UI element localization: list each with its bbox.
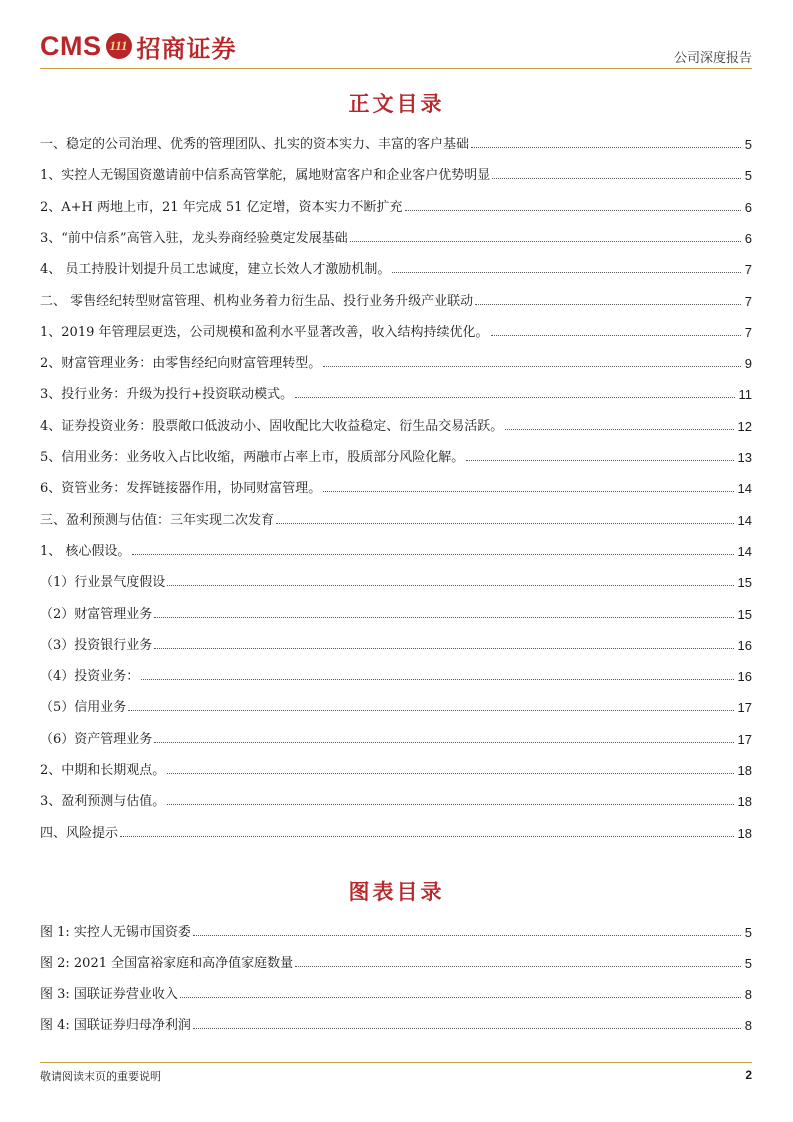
toc-entry-page-number: 18	[737, 794, 752, 810]
toc-entry-page-number: 17	[737, 700, 752, 716]
figure-entry-label: 图 3: 国联证券营业收入	[40, 987, 178, 1002]
logo-seal-icon: 111	[106, 33, 132, 59]
logo-chinese-text: 招商证券	[136, 33, 237, 63]
figure-entry-label: 图 1: 实控人无锡市国资委	[40, 925, 191, 940]
toc-entry[interactable]	[40, 758, 752, 778]
toc-entry-label: 2、A+H 两地上市，21 年完成 51 亿定增，资本实力不断扩充	[40, 199, 403, 215]
toc-entry-label: 1、2019 年管理层更迭，公司规模和盈利水平显著改善，收入结构持续优化。	[40, 324, 489, 340]
toc-entry-label: 4、 员工持股计划提升员工忠诚度，建立长效人才激励机制。	[40, 262, 391, 278]
toc-entry-label: 6、资管业务：发挥链接器作用，协同财富管理。	[40, 481, 322, 497]
dot-leader	[405, 209, 741, 211]
dot-leader	[193, 934, 741, 936]
toc-entry[interactable]	[40, 539, 752, 559]
toc-entry-page-number: 5	[744, 137, 752, 152]
toc-entry-page-number: 17	[737, 731, 752, 747]
toc-entry[interactable]	[40, 289, 752, 309]
toc-entry-label: （5）信用业务	[40, 700, 127, 716]
toc-entry-page-number: 14	[737, 512, 752, 528]
toc-entry-label: 三、盈利预测与估值：三年实现二次发育	[40, 512, 275, 528]
figure-entry[interactable]	[40, 1013, 752, 1033]
toc-entry-label: （3）投资银行业务	[40, 637, 153, 653]
toc-entry[interactable]	[40, 257, 752, 277]
toc-entry-page-number: 16	[737, 637, 752, 653]
dot-leader	[350, 240, 741, 242]
toc-entry[interactable]	[40, 320, 752, 340]
toc-entry-label: 四、风险提示	[40, 825, 119, 841]
dot-leader	[120, 835, 734, 837]
toc-entry[interactable]	[40, 664, 752, 684]
toc-entry-page-number: 12	[737, 418, 752, 434]
toc-entry-page-number: 16	[737, 669, 752, 685]
toc-entry-page-number: 11	[738, 387, 752, 403]
toc-entry[interactable]	[40, 351, 752, 371]
figure-entry-page-number: 5	[744, 925, 752, 940]
toc-entry-label: （2）财富管理业务	[40, 606, 153, 622]
figure-list-title: 图表目录	[348, 879, 445, 904]
footer-disclaimer-note: 敬请阅读末页的重要说明	[40, 1070, 161, 1083]
dot-leader	[323, 490, 733, 492]
toc-entry-page-number: 15	[737, 575, 752, 591]
toc-entry[interactable]	[40, 226, 752, 246]
toc-entry[interactable]	[40, 445, 752, 465]
header-divider	[40, 68, 752, 69]
toc-entry-page-number: 6	[744, 230, 752, 246]
dot-leader	[491, 334, 741, 336]
toc-entry-label: 3、“前中信系”高管入驻，龙头券商经验奠定发展基础	[40, 230, 348, 246]
figure-entry[interactable]	[40, 982, 752, 1002]
figure-entry-label: 图 4: 国联证券归母净利润	[40, 1018, 191, 1033]
figure-entry[interactable]	[40, 951, 752, 971]
toc-entry[interactable]	[40, 163, 752, 183]
toc-entry-label: （1）行业景气度假设	[40, 575, 166, 591]
dot-leader	[276, 522, 734, 524]
logo-cms-text: CMS	[40, 30, 102, 61]
toc-entry-page-number: 18	[737, 763, 752, 778]
toc-entry[interactable]	[40, 789, 752, 809]
company-logo	[40, 28, 237, 64]
toc-entry[interactable]	[40, 476, 752, 496]
page-number: 2	[745, 1068, 752, 1082]
figure-entry-page-number: 8	[744, 1018, 752, 1033]
toc-entry[interactable]	[40, 132, 752, 152]
toc-entry[interactable]	[40, 195, 752, 215]
dot-leader	[132, 553, 733, 555]
toc-entry-label: 4、证券投资业务：股票敞口低波动小、固收配比大收益稳定、衍生品交易活跃。	[40, 418, 504, 434]
dot-leader	[141, 678, 733, 680]
toc-entry-label: （4）投资业务：	[40, 669, 140, 685]
dot-leader	[505, 428, 733, 430]
report-type-label: 公司深度报告	[673, 51, 752, 66]
toc-entry-page-number: 14	[737, 543, 752, 559]
dot-leader	[492, 177, 740, 179]
figure-entry[interactable]	[40, 920, 752, 940]
toc-entry[interactable]	[40, 508, 752, 528]
toc-entry[interactable]	[40, 727, 752, 747]
toc-entry-page-number: 14	[737, 481, 752, 497]
dot-leader	[167, 772, 733, 774]
toc-entry-page-number: 7	[744, 262, 752, 278]
toc-entry-page-number: 6	[744, 199, 752, 215]
toc-entry-page-number: 5	[744, 168, 752, 184]
dot-leader	[295, 396, 734, 398]
dot-leader	[167, 803, 733, 805]
toc-entry[interactable]	[40, 570, 752, 590]
dot-leader	[154, 741, 733, 743]
toc-entry-page-number: 7	[744, 293, 752, 309]
toc-entry-label: 2、中期和长期观点。	[40, 763, 166, 778]
toc-entry-label: 1、实控人无锡国资邀请前中信系高管掌舵，属地财富客户和企业客户优势明显	[40, 168, 491, 184]
dot-leader	[154, 647, 733, 649]
dot-leader	[128, 709, 733, 711]
toc-entry[interactable]	[40, 821, 752, 841]
toc-entry-page-number: 13	[737, 450, 752, 465]
dot-leader	[475, 303, 741, 305]
dot-leader	[154, 616, 733, 618]
dot-leader	[466, 459, 733, 461]
figure-entry-page-number: 5	[744, 956, 752, 971]
toc-entry-label: 一、稳定的公司治理、优秀的管理团队、扎实的资本实力、丰富的客户基础	[40, 137, 470, 152]
dot-leader	[295, 965, 741, 967]
toc-entry-page-number: 15	[737, 606, 752, 622]
toc-entry-page-number: 7	[744, 324, 752, 340]
figure-entry-label: 图 2: 2021 全国富裕家庭和高净值家庭数量	[40, 956, 294, 971]
footer-divider	[40, 1062, 752, 1063]
dot-leader	[323, 365, 740, 367]
toc-entry[interactable]	[40, 414, 752, 434]
dot-leader	[392, 271, 740, 273]
toc-entry[interactable]	[40, 633, 752, 653]
dot-leader	[180, 996, 741, 998]
toc-title: 正文目录	[348, 91, 445, 116]
toc-entry-label: 二、 零售经纪转型财富管理、机构业务着力衍生品、投行业务升级产业联动	[40, 293, 474, 309]
dot-leader	[193, 1027, 741, 1029]
toc-entry-page-number: 18	[737, 825, 752, 841]
toc-entry[interactable]	[40, 602, 752, 622]
dot-leader	[471, 146, 741, 148]
toc-entry-label: 3、盈利预测与估值。	[40, 794, 166, 810]
toc-entry-label: （6）资产管理业务	[40, 731, 153, 747]
toc-entry-label: 5、信用业务：业务收入占比收缩，两融市占率上市，股质部分风险化解。	[40, 450, 465, 465]
toc-entry[interactable]	[40, 382, 752, 402]
dot-leader	[167, 584, 733, 586]
page-header	[40, 26, 752, 70]
toc-entry-page-number: 9	[744, 356, 752, 372]
toc-entry-label: 1、 核心假设。	[40, 543, 131, 559]
toc-entry-label: 2、财富管理业务：由零售经纪向财富管理转型。	[40, 356, 322, 372]
toc-entry-label: 3、投行业务：升级为投行+投资联动模式。	[40, 387, 294, 403]
figure-entry-page-number: 8	[744, 987, 752, 1002]
toc-entry[interactable]	[40, 695, 752, 715]
